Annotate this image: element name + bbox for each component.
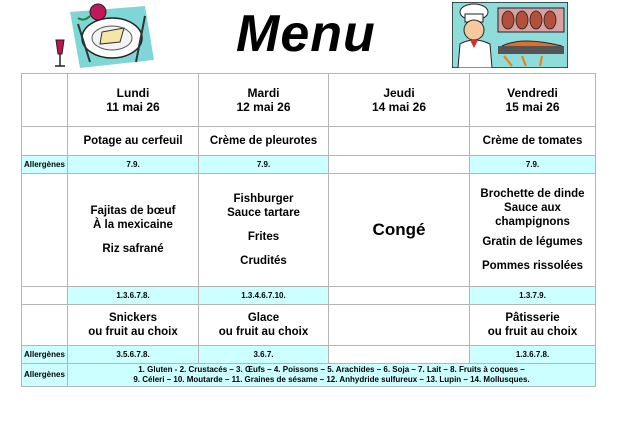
main-vendredi: [470, 174, 596, 287]
legend-line: 9. Céleri – 10. Moutarde – 11. Graines de sésame – 12. Anhydride sulfureux – 13. Lupin – 14. Mollusques.: [133, 375, 530, 384]
dish-line: Brochette de dinde: [480, 188, 585, 200]
soup-allergens-jeudi: [329, 156, 470, 174]
main-allergens-row: [22, 287, 596, 305]
allergen-legend: [68, 364, 596, 387]
row-label-empty: [22, 287, 68, 305]
weekly-menu-table: [21, 73, 596, 387]
main-allergens-vendredi: 1.3.7.9.: [470, 287, 596, 305]
soup-allergens-mardi: 7.9.: [199, 156, 329, 174]
day-header-jeudi: [329, 74, 470, 127]
allergen-label: Allergènes: [22, 156, 68, 174]
day-date: 11 mai 26: [106, 100, 160, 114]
dessert-lundi: [68, 305, 199, 346]
soup-allergens-vendredi: 7.9.: [470, 156, 596, 174]
dish-line: Sauce tartare: [227, 207, 300, 219]
dish-line: Fishburger: [233, 193, 294, 205]
soup-mardi: Crème de pleurotes: [199, 127, 329, 156]
day-date: 12 mai 26: [236, 100, 291, 114]
dish-line: Gratin de légumes: [482, 236, 583, 248]
corner-cell: [22, 74, 68, 127]
dish-line: Sauce aux champignons: [495, 202, 570, 228]
day-header-mardi: [199, 74, 329, 127]
dessert-allergens-vendredi: 1.3.6.7.8.: [470, 346, 596, 364]
dish-line: ou fruit au choix: [88, 326, 178, 338]
soup-jeudi: [329, 127, 470, 156]
soup-vendredi: Crème de tomates: [470, 127, 596, 156]
dessert-mardi: [199, 305, 329, 346]
day-date: 15 mai 26: [505, 100, 560, 114]
dish-line: ou fruit au choix: [218, 326, 309, 338]
row-label-empty: [22, 174, 68, 287]
day-header-lundi: [68, 74, 199, 127]
dish-line: Frites: [247, 231, 280, 243]
dessert-allergens-lundi: 3.5.6.7.8.: [68, 346, 199, 364]
legend-line: 1. Gluten - 2. Crustacés – 3. Œufs – 4. Poissons – 5. Arachides – 6. Soja – 7. Lait – 8. Fruits à coques –: [138, 365, 525, 374]
row-label-empty: [22, 305, 68, 346]
allergen-legend-row: [22, 364, 596, 387]
dish-line: ou fruit au choix: [487, 326, 578, 338]
main-allergens-jeudi: [329, 287, 470, 305]
dessert-allergens-row: [22, 346, 596, 364]
main-jeudi-holiday: Congé: [329, 174, 470, 287]
day-date: 14 mai 26: [371, 100, 427, 114]
dish-line: Glace: [247, 312, 280, 324]
main-lundi: [68, 174, 199, 287]
allergen-label: Allergènes: [22, 346, 68, 364]
dish-line: Riz safrané: [102, 243, 164, 255]
soup-row: [22, 127, 596, 156]
main-allergens-lundi: 1.3.6.7.8.: [68, 287, 199, 305]
day-header-row: [22, 74, 596, 127]
dessert-vendredi: [470, 305, 596, 346]
soup-allergens-lundi: 7.9.: [68, 156, 199, 174]
page-title: Menu: [236, 5, 376, 63]
main-mardi: [199, 174, 329, 287]
dish-line: Crudités: [240, 255, 287, 267]
dessert-jeudi: [329, 305, 470, 346]
dish-line: Pommes rissolées: [481, 260, 583, 272]
dessert-row: [22, 305, 596, 346]
dish-line: À la mexicaine: [93, 219, 173, 231]
day-name: Vendredi: [507, 86, 558, 100]
main-allergens-mardi: 1.3.4.6.7.10.: [199, 287, 329, 305]
main-course-row: [22, 174, 596, 287]
chef-icon: [452, 2, 568, 68]
allergen-label: Allergènes: [22, 364, 68, 387]
day-name: Lundi: [116, 86, 150, 100]
row-label-empty: [22, 127, 68, 156]
dish-line: Snickers: [109, 312, 157, 324]
day-name: Jeudi: [383, 86, 415, 100]
dinner-plate-icon: [50, 2, 162, 72]
dish-line: Fajitas de bœuf: [90, 205, 176, 217]
soup-allergens-row: [22, 156, 596, 174]
day-name: Mardi: [247, 86, 280, 100]
dish-line: Pâtisserie: [505, 312, 560, 324]
dessert-allergens-jeudi: [329, 346, 470, 364]
soup-lundi: Potage au cerfeuil: [68, 127, 199, 156]
dessert-allergens-mardi: 3.6.7.: [199, 346, 329, 364]
day-header-vendredi: [470, 74, 596, 127]
